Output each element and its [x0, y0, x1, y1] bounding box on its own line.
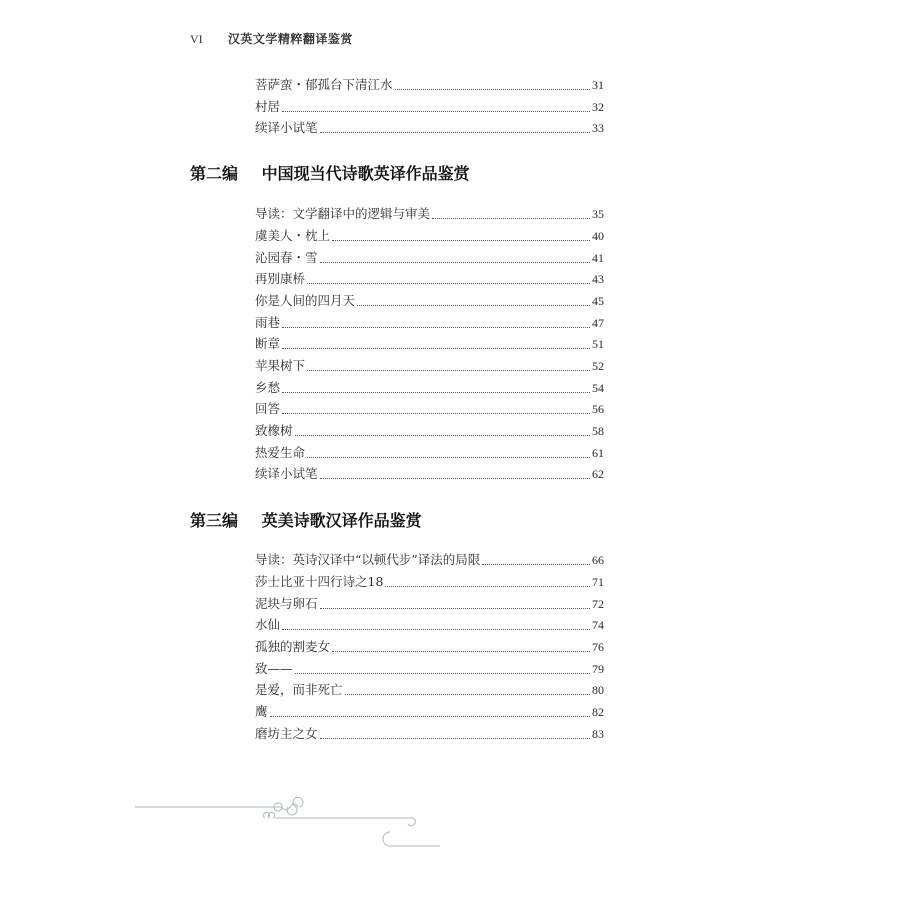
entry-page: 47: [592, 316, 604, 330]
page-number: VI: [190, 32, 203, 46]
entry-title: 虞美人・枕上: [255, 228, 331, 243]
entry-title: 莎士比亚十四行诗之18: [255, 574, 384, 589]
entry-page: 51: [592, 337, 604, 351]
entry-page: 79: [592, 662, 604, 676]
entry-title: 回答: [255, 401, 281, 416]
entry-title: 乡愁: [255, 380, 281, 395]
entry-page: 45: [592, 294, 604, 308]
entry-title: 鹰: [255, 704, 268, 719]
entry-page: 54: [592, 381, 604, 395]
entry-page: 31: [592, 78, 604, 92]
entry-title: 热爱生命: [255, 445, 306, 460]
entry-title: 是爱，而非死亡: [255, 682, 343, 697]
entry-title: 导读：文学翻译中的逻辑与审美: [255, 206, 431, 221]
entry-page: 40: [592, 229, 604, 243]
entry-page: 71: [592, 575, 604, 589]
entry-page: 74: [592, 618, 604, 632]
entry-title: 致——: [255, 661, 293, 676]
entry-title: 苹果树下: [255, 358, 306, 373]
entry-title: 致橡树: [255, 423, 293, 438]
entry-page: 43: [592, 272, 604, 286]
entry-title: 续译小试笔: [255, 120, 318, 135]
entry-title: 再别康桥: [255, 271, 306, 286]
entry-page: 82: [592, 705, 604, 719]
entry-title: 雨巷: [255, 315, 281, 330]
entry-page: 76: [592, 640, 604, 654]
entry-page: 62: [592, 467, 604, 481]
book-title: 汉英文学精粹翻译鉴赏: [227, 32, 353, 46]
entry-title: 泥块与卵石: [255, 596, 318, 611]
part-title: 英美诗歌汉译作品鉴赏: [261, 511, 422, 530]
part-label: 第二编: [190, 164, 239, 183]
entry-title: 村居: [255, 99, 281, 114]
entry-page: 56: [592, 402, 604, 416]
entry-title: 续译小试笔: [255, 466, 318, 481]
entry-page: 83: [592, 727, 604, 741]
entry-page: 66: [592, 553, 604, 567]
entry-title: 水仙: [255, 617, 281, 632]
entry-page: 80: [592, 683, 604, 697]
part-label: 第三编: [190, 511, 239, 530]
entry-page: 58: [592, 424, 604, 438]
entry-page: 33: [592, 121, 604, 135]
entry-page: 35: [592, 207, 604, 221]
entry-page: 61: [592, 446, 604, 460]
entry-page: 52: [592, 359, 604, 373]
entry-title: 沁园春・雪: [255, 250, 318, 265]
entry-title: 你是人间的四月天: [255, 293, 356, 308]
entry-page: 41: [592, 251, 604, 265]
entry-title: 导读：英诗汉译中“以顿代步”译法的局限: [255, 552, 481, 567]
entry-title: 断章: [255, 336, 281, 351]
entry-page: 72: [592, 597, 604, 611]
entry-title: 菩萨蛮・郁孤台下清江水: [255, 77, 393, 92]
entry-title: 孤独的割麦女: [255, 639, 331, 654]
part-title: 中国现当代诗歌英译作品鉴赏: [261, 164, 470, 183]
entry-page: 32: [592, 100, 604, 114]
entry-title: 磨坊主之女: [255, 726, 318, 741]
